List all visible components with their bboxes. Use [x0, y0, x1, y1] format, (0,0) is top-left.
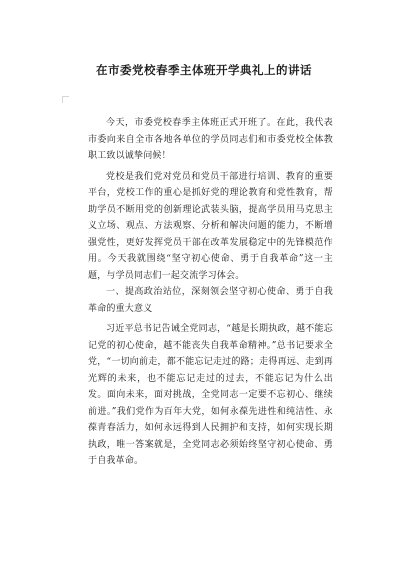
- paragraph-3: 习近平总书记告诫全党同志，“越是长期执政，越不能忘记党的初心使命，越不能丧失自我革命精神。”总书记要求全党，“一切向前走，都不能忘记走过的路；走得再远、走到再光辉的未来，也不能忘记走过的过去，不能忘记为什么出发。面向未来，面对挑战，全党同志一定要不忘初心、继续前进。”我们党作为百年大党，如何永葆先进性和纯洁性、永葆青春活力，如何永远得到人民拥护和支持，如何实现长期执政，唯一答案就是，全党同志必须始终坚守初心使命、勇于自我革命。: [88, 324, 333, 466]
- paragraph-2: 党校是我们党对党员和党员干部进行培训、教育的重要平台，党校工作的重心是抓好党的理论教育和党性教育，帮助学员不断用党的创新理论武装头脑，提高学员用马克思主义立场、观点、方法观察、分析和解决问题的能力，不断增强党性，更好发挥党员干部在改革发展稳定中的先锋模范作用。今天我就围绕“坚守初心使命、勇于自我革命”这一主题，与学员同志们一起交流学习体会。: [88, 171, 333, 281]
- document-body: [88, 115, 333, 470]
- section-heading-1: 一、提高政治站位，深刻领会坚守初心使命、勇于自我革命的重大意义: [88, 287, 333, 314]
- text-frame-line: [62, 96, 69, 103]
- paragraph-1: 今天，市委党校春季主体班正式开班了。在此，我代表市委向来自全市各地各单位的学员同志们和市委党校全体教职工致以诚挚问候！: [88, 118, 333, 161]
- document-title: 在市委党校春季主体班开学典礼上的讲话: [96, 63, 312, 77]
